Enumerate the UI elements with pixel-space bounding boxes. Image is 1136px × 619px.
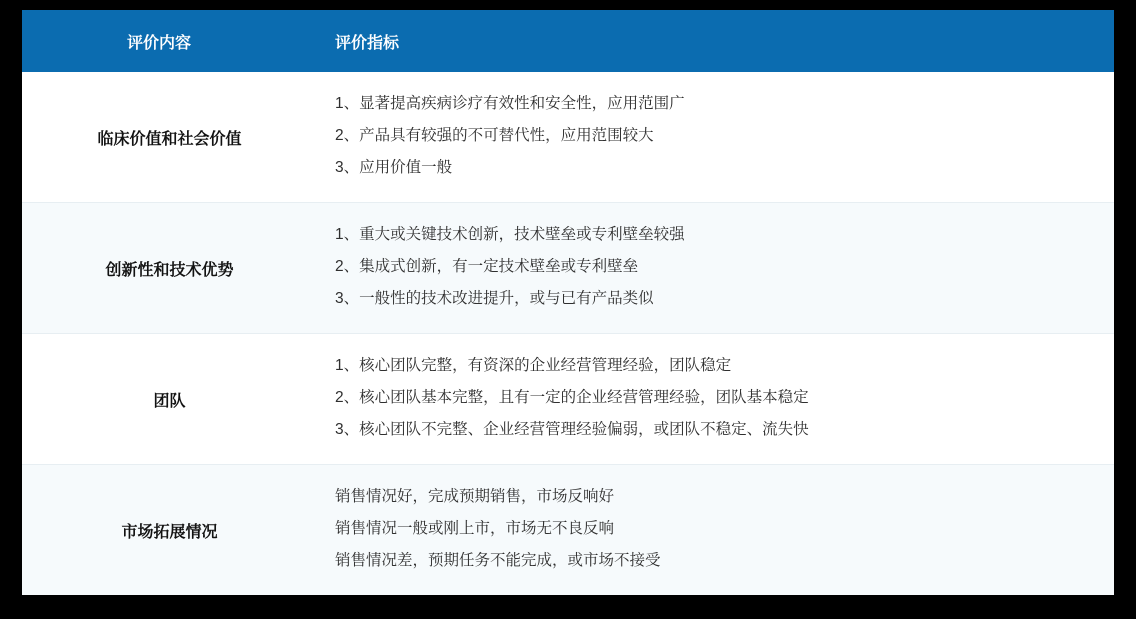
- evaluation-table-container: [22, 10, 1114, 595]
- row-criteria-cell: [317, 203, 1114, 334]
- criteria-line: 2、集成式创新，有一定技术壁垒或专利壁垒: [335, 258, 639, 275]
- row-category-name: 团队: [22, 334, 317, 465]
- criteria-line: 1、重大或关键技术创新，技术壁垒或专利壁垒较强: [335, 226, 685, 243]
- row-criteria-cell: [317, 465, 1114, 596]
- table-row: [22, 465, 1114, 596]
- column-header-index: 评价指标: [317, 10, 1114, 72]
- row-category-name: 市场拓展情况: [22, 465, 317, 596]
- row-criteria-cell: [317, 72, 1114, 203]
- criteria-line: 2、核心团队基本完整，且有一定的企业经营管理经验，团队基本稳定: [335, 389, 809, 406]
- criteria-line: 销售情况好，完成预期销售，市场反响好: [335, 488, 615, 505]
- table-header-row: [22, 10, 1114, 72]
- table-header: [22, 10, 1114, 72]
- criteria-line: 1、核心团队完整，有资深的企业经营管理经验，团队稳定: [335, 357, 732, 374]
- criteria-line: 1、显著提高疾病诊疗有效性和安全性，应用范围广: [335, 95, 685, 112]
- row-category-name: 临床价值和社会价值: [22, 72, 317, 203]
- table-body: [22, 72, 1114, 595]
- column-header-content: 评价内容: [22, 10, 317, 72]
- criteria-line: 3、一般性的技术改进提升，或与已有产品类似: [335, 290, 654, 307]
- table-row: [22, 334, 1114, 465]
- table-row: [22, 203, 1114, 334]
- criteria-line: 2、产品具有较强的不可替代性，应用范围较大: [335, 127, 654, 144]
- criteria-line: 销售情况差，预期任务不能完成，或市场不接受: [335, 552, 661, 569]
- criteria-line: 销售情况一般或刚上市，市场无不良反响: [335, 520, 615, 537]
- row-criteria-cell: [317, 334, 1114, 465]
- criteria-line: 3、核心团队不完整、企业经营管理经验偏弱，或团队不稳定、流失快: [335, 421, 809, 438]
- table-row: [22, 72, 1114, 203]
- evaluation-table: [22, 10, 1114, 595]
- row-category-name: 创新性和技术优势: [22, 203, 317, 334]
- criteria-line: 3、应用价值一般: [335, 159, 453, 176]
